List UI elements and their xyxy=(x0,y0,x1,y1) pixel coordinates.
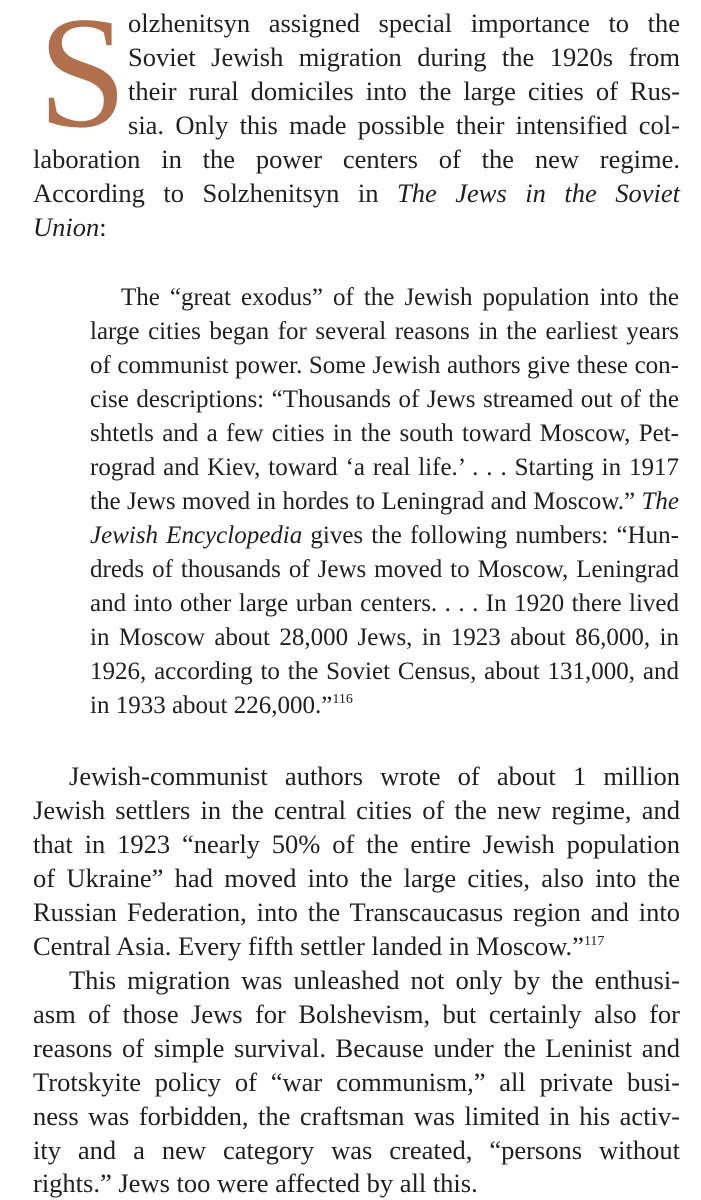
text-line: olzhenitsyn assigned special importance to the xyxy=(128,8,680,38)
text-line: This migration was unleashed not only by the enthusi- xyxy=(69,965,680,995)
text-line: ness was forbidden, the craftsman was limited in his activ- xyxy=(33,1101,680,1131)
text-span: gives the following numbers: “Hun- xyxy=(310,522,679,549)
text-line: The “great exodus” of the Jewish population into the xyxy=(121,284,679,311)
text-line: laboration in the power centers of the new regime. xyxy=(33,144,680,174)
text-line: sia. Only this made possible their intensified col- xyxy=(128,110,680,140)
text-line: Jewish settlers in the central cities of the new regime, and xyxy=(33,795,680,825)
text-line: Trotskyite policy of “war communism,” all private busi- xyxy=(33,1067,680,1097)
text-span: the Jews moved in hordes to Leningrad and Moscow.” xyxy=(90,488,636,515)
text-line: rights.” Jews too were affected by all this. xyxy=(33,1168,478,1198)
text-line xyxy=(90,689,353,723)
text-line xyxy=(90,485,679,519)
footnote-marker: 117 xyxy=(583,934,605,949)
text-line: Soviet Jewish migration during the 1920s from xyxy=(128,42,680,72)
text-line: Jewish-communist authors wrote of about 1 million xyxy=(69,761,680,791)
text-line: asm of those Jews for Bolshevism, but certainly also for xyxy=(33,999,680,1029)
text-line xyxy=(33,929,604,963)
text-line xyxy=(33,210,107,244)
text-line: in Moscow about 28,000 Jews, in 1923 about 86,000, in xyxy=(90,624,679,651)
text-line: of communist power. Some Jewish authors give these con- xyxy=(90,352,679,379)
text-span: : xyxy=(99,212,107,242)
footnote-marker: 116 xyxy=(332,692,353,707)
book-title: The xyxy=(641,488,680,515)
text-line: their rural domiciles into the large cities of Rus- xyxy=(128,76,680,106)
text-line: Russian Federation, into the Transcaucasus region and into xyxy=(33,897,680,927)
text-line: ity and a new category was created, “persons without xyxy=(33,1135,680,1165)
book-title: The Jews in the Soviet xyxy=(397,178,680,208)
text-line: rograd and Kiev, toward ‘a real life.’ . . . Starting in 1917 xyxy=(90,454,679,481)
text-line: 1926, according to the Soviet Census, about 131,000, and xyxy=(90,658,679,685)
text-span: According to Solzhenitsyn in xyxy=(33,178,379,208)
text-line: dreds of thousands of Jews moved to Moscow, Leningrad xyxy=(90,556,679,583)
text-line: large cities began for several reasons in the earliest years xyxy=(90,318,679,345)
text-line: reasons of simple survival. Because under the Leninist and xyxy=(33,1033,680,1063)
text-span: in 1933 about 226,000.” xyxy=(90,692,333,719)
text-line: shtetls and a few cities in the south toward Moscow, Pet- xyxy=(90,420,679,447)
drop-cap: S xyxy=(38,0,127,161)
text-line: of Ukraine” had moved into the large cities, also into the xyxy=(33,863,680,893)
text-line xyxy=(33,176,680,210)
text-line: and into other large urban centers. . . . In 1920 there lived xyxy=(90,590,679,617)
text-line xyxy=(90,519,679,553)
book-title: Jewish Encyclopedia xyxy=(90,522,303,549)
book-title: Union xyxy=(33,212,100,242)
text-span: Central Asia. Every fifth settler landed in Moscow.” xyxy=(33,931,584,961)
text-line: that in 1923 “nearly 50% of the entire Jewish population xyxy=(33,829,680,859)
text-line: cise descriptions: “Thousands of Jews streamed out of the xyxy=(90,386,679,413)
